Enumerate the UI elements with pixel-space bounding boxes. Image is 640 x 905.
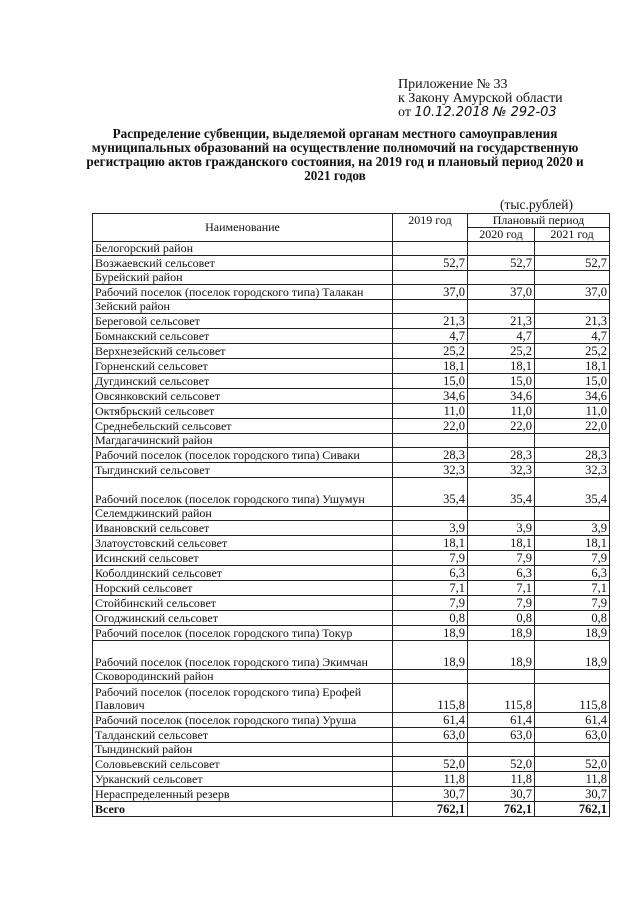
- value-2021: 7,9: [535, 596, 610, 611]
- table-row: [93, 314, 610, 329]
- table-row: [93, 787, 610, 802]
- value-2019: 6,3: [393, 566, 468, 581]
- value-2021: 61,4: [535, 713, 610, 728]
- value-2019: 7,9: [393, 596, 468, 611]
- value-2019: 115,8: [393, 684, 468, 713]
- row-name: Рабочий поселок (поселок городского типа) Экимчан: [93, 641, 393, 670]
- district-name: Зейский район: [93, 300, 393, 314]
- value-2019: [393, 434, 468, 448]
- value-2021: 18,1: [535, 536, 610, 551]
- header-2021: 2021 год: [535, 228, 610, 242]
- value-2020: 7,1: [468, 581, 535, 596]
- row-name: Рабочий поселок (поселок городского типа) Токур: [93, 626, 393, 641]
- value-2020: 30,7: [468, 787, 535, 802]
- header-2020: 2020 год: [468, 228, 535, 242]
- district-name: Селемджинский район: [93, 507, 393, 521]
- value-2021: 52,7: [535, 256, 610, 271]
- row-name: Среднебельский сельсовет: [93, 419, 393, 434]
- value-2019: 63,0: [393, 728, 468, 743]
- value-2019: 0,8: [393, 611, 468, 626]
- value-2020: 25,2: [468, 344, 535, 359]
- value-2019: 11,0: [393, 404, 468, 419]
- value-2021: 18,9: [535, 626, 610, 641]
- total-value-2021: 762,1: [535, 802, 610, 817]
- value-2019: 18,9: [393, 626, 468, 641]
- table-row: [93, 551, 610, 566]
- header-name: Наименование: [93, 214, 393, 242]
- row-name: Верхнезейский сельсовет: [93, 344, 393, 359]
- row-name: Норский сельсовет: [93, 581, 393, 596]
- value-2020: 61,4: [468, 713, 535, 728]
- row-name: Октябрьский сельсовет: [93, 404, 393, 419]
- value-2021: 6,3: [535, 566, 610, 581]
- value-2021: 18,1: [535, 359, 610, 374]
- table-row: [93, 463, 610, 478]
- value-2021: 115,8: [535, 684, 610, 713]
- value-2020: [468, 300, 535, 314]
- table-row: [93, 772, 610, 787]
- table-row: [93, 713, 610, 728]
- value-2021: 0,8: [535, 611, 610, 626]
- value-2021: [535, 271, 610, 285]
- header-2019: 2019 год: [393, 214, 468, 242]
- header-planned-period: Плановый период: [468, 214, 610, 228]
- table-row: [93, 344, 610, 359]
- value-2020: [468, 670, 535, 684]
- table-row: [93, 359, 610, 374]
- value-2021: 25,2: [535, 344, 610, 359]
- value-2021: 21,3: [535, 314, 610, 329]
- value-2021: 11,0: [535, 404, 610, 419]
- row-name: Береговой сельсовет: [93, 314, 393, 329]
- table-row: [93, 374, 610, 389]
- value-2019: 18,1: [393, 359, 468, 374]
- appendix-date-line: [398, 106, 563, 120]
- value-2019: 15,0: [393, 374, 468, 389]
- row-name: Рабочий поселок (поселок городского типа) Талакан: [93, 285, 393, 300]
- value-2021: 7,9: [535, 551, 610, 566]
- district-row: [93, 271, 610, 285]
- row-name: Стойбинский сельсовет: [93, 596, 393, 611]
- row-name: Талданский сельсовет: [93, 728, 393, 743]
- value-2019: 4,7: [393, 329, 468, 344]
- total-value-2020: 762,1: [468, 802, 535, 817]
- value-2020: 52,0: [468, 757, 535, 772]
- value-2020: 18,9: [468, 626, 535, 641]
- district-name: Сковородинский район: [93, 670, 393, 684]
- value-2021: 3,9: [535, 521, 610, 536]
- value-2019: [393, 670, 468, 684]
- value-2021: 35,4: [535, 478, 610, 507]
- appendix-law: к Закону Амурской области: [398, 91, 563, 106]
- value-2019: [393, 271, 468, 285]
- value-2021: 30,7: [535, 787, 610, 802]
- value-2020: 34,6: [468, 389, 535, 404]
- value-2019: [393, 743, 468, 757]
- value-2020: [468, 242, 535, 256]
- value-2019: 28,3: [393, 448, 468, 463]
- row-name: Рабочий поселок (поселок городского типа) Уруша: [93, 713, 393, 728]
- value-2019: 11,8: [393, 772, 468, 787]
- table-body: [93, 242, 610, 817]
- value-2021: [535, 434, 610, 448]
- value-2021: 52,0: [535, 757, 610, 772]
- value-2019: 25,2: [393, 344, 468, 359]
- value-2021: 15,0: [535, 374, 610, 389]
- district-name: Белогорский район: [93, 242, 393, 256]
- row-name: Возжаевский сельсовет: [93, 256, 393, 271]
- value-2019: 32,3: [393, 463, 468, 478]
- value-2020: 18,1: [468, 359, 535, 374]
- value-2021: [535, 242, 610, 256]
- appendix-header: [398, 78, 563, 120]
- total-row: [93, 802, 610, 817]
- district-name: Тындинский район: [93, 743, 393, 757]
- value-2020: 37,0: [468, 285, 535, 300]
- total-label: Всего: [93, 802, 393, 817]
- value-2021: 37,0: [535, 285, 610, 300]
- value-2020: 22,0: [468, 419, 535, 434]
- value-2021: [535, 670, 610, 684]
- table-row: [93, 611, 610, 626]
- value-2020: [468, 743, 535, 757]
- appendix-date-prefix: от: [398, 105, 411, 120]
- row-name: Ивановский сельсовет: [93, 521, 393, 536]
- row-name: Рабочий поселок (поселок городского типа) Сиваки: [93, 448, 393, 463]
- document-title: Распределение субвенции, выделяемой органам местного самоуправления муниципальных образований на осуществление полномочий на государственную регистрацию актов гражданского состояния, на 2019 год и плановый период 2020 и 2021 годов: [86, 126, 584, 183]
- table-row: [93, 641, 610, 670]
- row-name: Златоустовский сельсовет: [93, 536, 393, 551]
- value-2019: 61,4: [393, 713, 468, 728]
- handwritten-date-number: 10.12.2018 № 292-03: [414, 105, 557, 120]
- district-row: [93, 507, 610, 521]
- table-row: [93, 448, 610, 463]
- value-2020: 7,9: [468, 596, 535, 611]
- value-2020: 18,1: [468, 536, 535, 551]
- value-2020: 0,8: [468, 611, 535, 626]
- units-label: (тыс.рублей): [500, 197, 573, 212]
- value-2021: 28,3: [535, 448, 610, 463]
- value-2020: 52,7: [468, 256, 535, 271]
- table-row: [93, 728, 610, 743]
- value-2020: 15,0: [468, 374, 535, 389]
- value-2020: 7,9: [468, 551, 535, 566]
- district-row: [93, 300, 610, 314]
- value-2020: 21,3: [468, 314, 535, 329]
- table-row: [93, 626, 610, 641]
- district-row: [93, 434, 610, 448]
- value-2021: 22,0: [535, 419, 610, 434]
- value-2020: [468, 507, 535, 521]
- value-2021: 32,3: [535, 463, 610, 478]
- row-name: Овсянковский сельсовет: [93, 389, 393, 404]
- row-name: Урканский сельсовет: [93, 772, 393, 787]
- value-2020: 32,3: [468, 463, 535, 478]
- value-2020: 63,0: [468, 728, 535, 743]
- value-2021: [535, 300, 610, 314]
- value-2019: 35,4: [393, 478, 468, 507]
- district-name: Магдагачинский район: [93, 434, 393, 448]
- row-name: Рабочий поселок (поселок городского типа) Ушумун: [93, 478, 393, 507]
- value-2019: [393, 242, 468, 256]
- value-2020: 28,3: [468, 448, 535, 463]
- table-row: [93, 596, 610, 611]
- value-2019: 21,3: [393, 314, 468, 329]
- value-2019: 22,0: [393, 419, 468, 434]
- row-name: Рабочий поселок (поселок городского типа) Ерофей Павлович: [93, 684, 393, 713]
- value-2020: 11,8: [468, 772, 535, 787]
- table-row: [93, 256, 610, 271]
- value-2020: 18,9: [468, 641, 535, 670]
- district-row: [93, 242, 610, 256]
- row-name: Горненский сельсовет: [93, 359, 393, 374]
- table-row: [93, 684, 610, 713]
- value-2021: 63,0: [535, 728, 610, 743]
- table-row: [93, 757, 610, 772]
- appendix-number: Приложение № 33: [398, 77, 508, 92]
- table-row: [93, 329, 610, 344]
- value-2019: 18,9: [393, 641, 468, 670]
- row-name: Нераспределенный резерв: [93, 787, 393, 802]
- district-row: [93, 670, 610, 684]
- value-2021: 7,1: [535, 581, 610, 596]
- value-2019: 30,7: [393, 787, 468, 802]
- value-2020: 115,8: [468, 684, 535, 713]
- row-name: Тыгдинский сельсовет: [93, 463, 393, 478]
- subvention-table: [92, 213, 610, 817]
- value-2019: 18,1: [393, 536, 468, 551]
- table-row: [93, 478, 610, 507]
- value-2019: 7,9: [393, 551, 468, 566]
- value-2021: [535, 507, 610, 521]
- row-name: Бомнакский сельсовет: [93, 329, 393, 344]
- table-row: [93, 521, 610, 536]
- value-2020: 4,7: [468, 329, 535, 344]
- table-row: [93, 419, 610, 434]
- value-2020: 6,3: [468, 566, 535, 581]
- district-name: Бурейский район: [93, 271, 393, 285]
- value-2019: [393, 300, 468, 314]
- value-2021: 4,7: [535, 329, 610, 344]
- value-2019: 52,0: [393, 757, 468, 772]
- value-2021: [535, 743, 610, 757]
- value-2021: 11,8: [535, 772, 610, 787]
- row-name: Дугдинский сельсовет: [93, 374, 393, 389]
- table-row: [93, 566, 610, 581]
- value-2020: 35,4: [468, 478, 535, 507]
- row-name: Коболдинский сельсовет: [93, 566, 393, 581]
- value-2020: [468, 434, 535, 448]
- value-2021: 18,9: [535, 641, 610, 670]
- row-name: Огоджинский сельсовет: [93, 611, 393, 626]
- value-2019: 34,6: [393, 389, 468, 404]
- table-row: [93, 389, 610, 404]
- value-2020: [468, 271, 535, 285]
- table-row: [93, 536, 610, 551]
- row-name: Соловьевский сельсовет: [93, 757, 393, 772]
- value-2019: 52,7: [393, 256, 468, 271]
- value-2019: 37,0: [393, 285, 468, 300]
- value-2019: 7,1: [393, 581, 468, 596]
- value-2020: 11,0: [468, 404, 535, 419]
- value-2021: 34,6: [535, 389, 610, 404]
- table-row: [93, 285, 610, 300]
- district-row: [93, 743, 610, 757]
- value-2019: [393, 507, 468, 521]
- value-2019: 3,9: [393, 521, 468, 536]
- table-row: [93, 581, 610, 596]
- total-value-2019: 762,1: [393, 802, 468, 817]
- value-2020: 3,9: [468, 521, 535, 536]
- row-name: Исинский сельсовет: [93, 551, 393, 566]
- table-row: [93, 404, 610, 419]
